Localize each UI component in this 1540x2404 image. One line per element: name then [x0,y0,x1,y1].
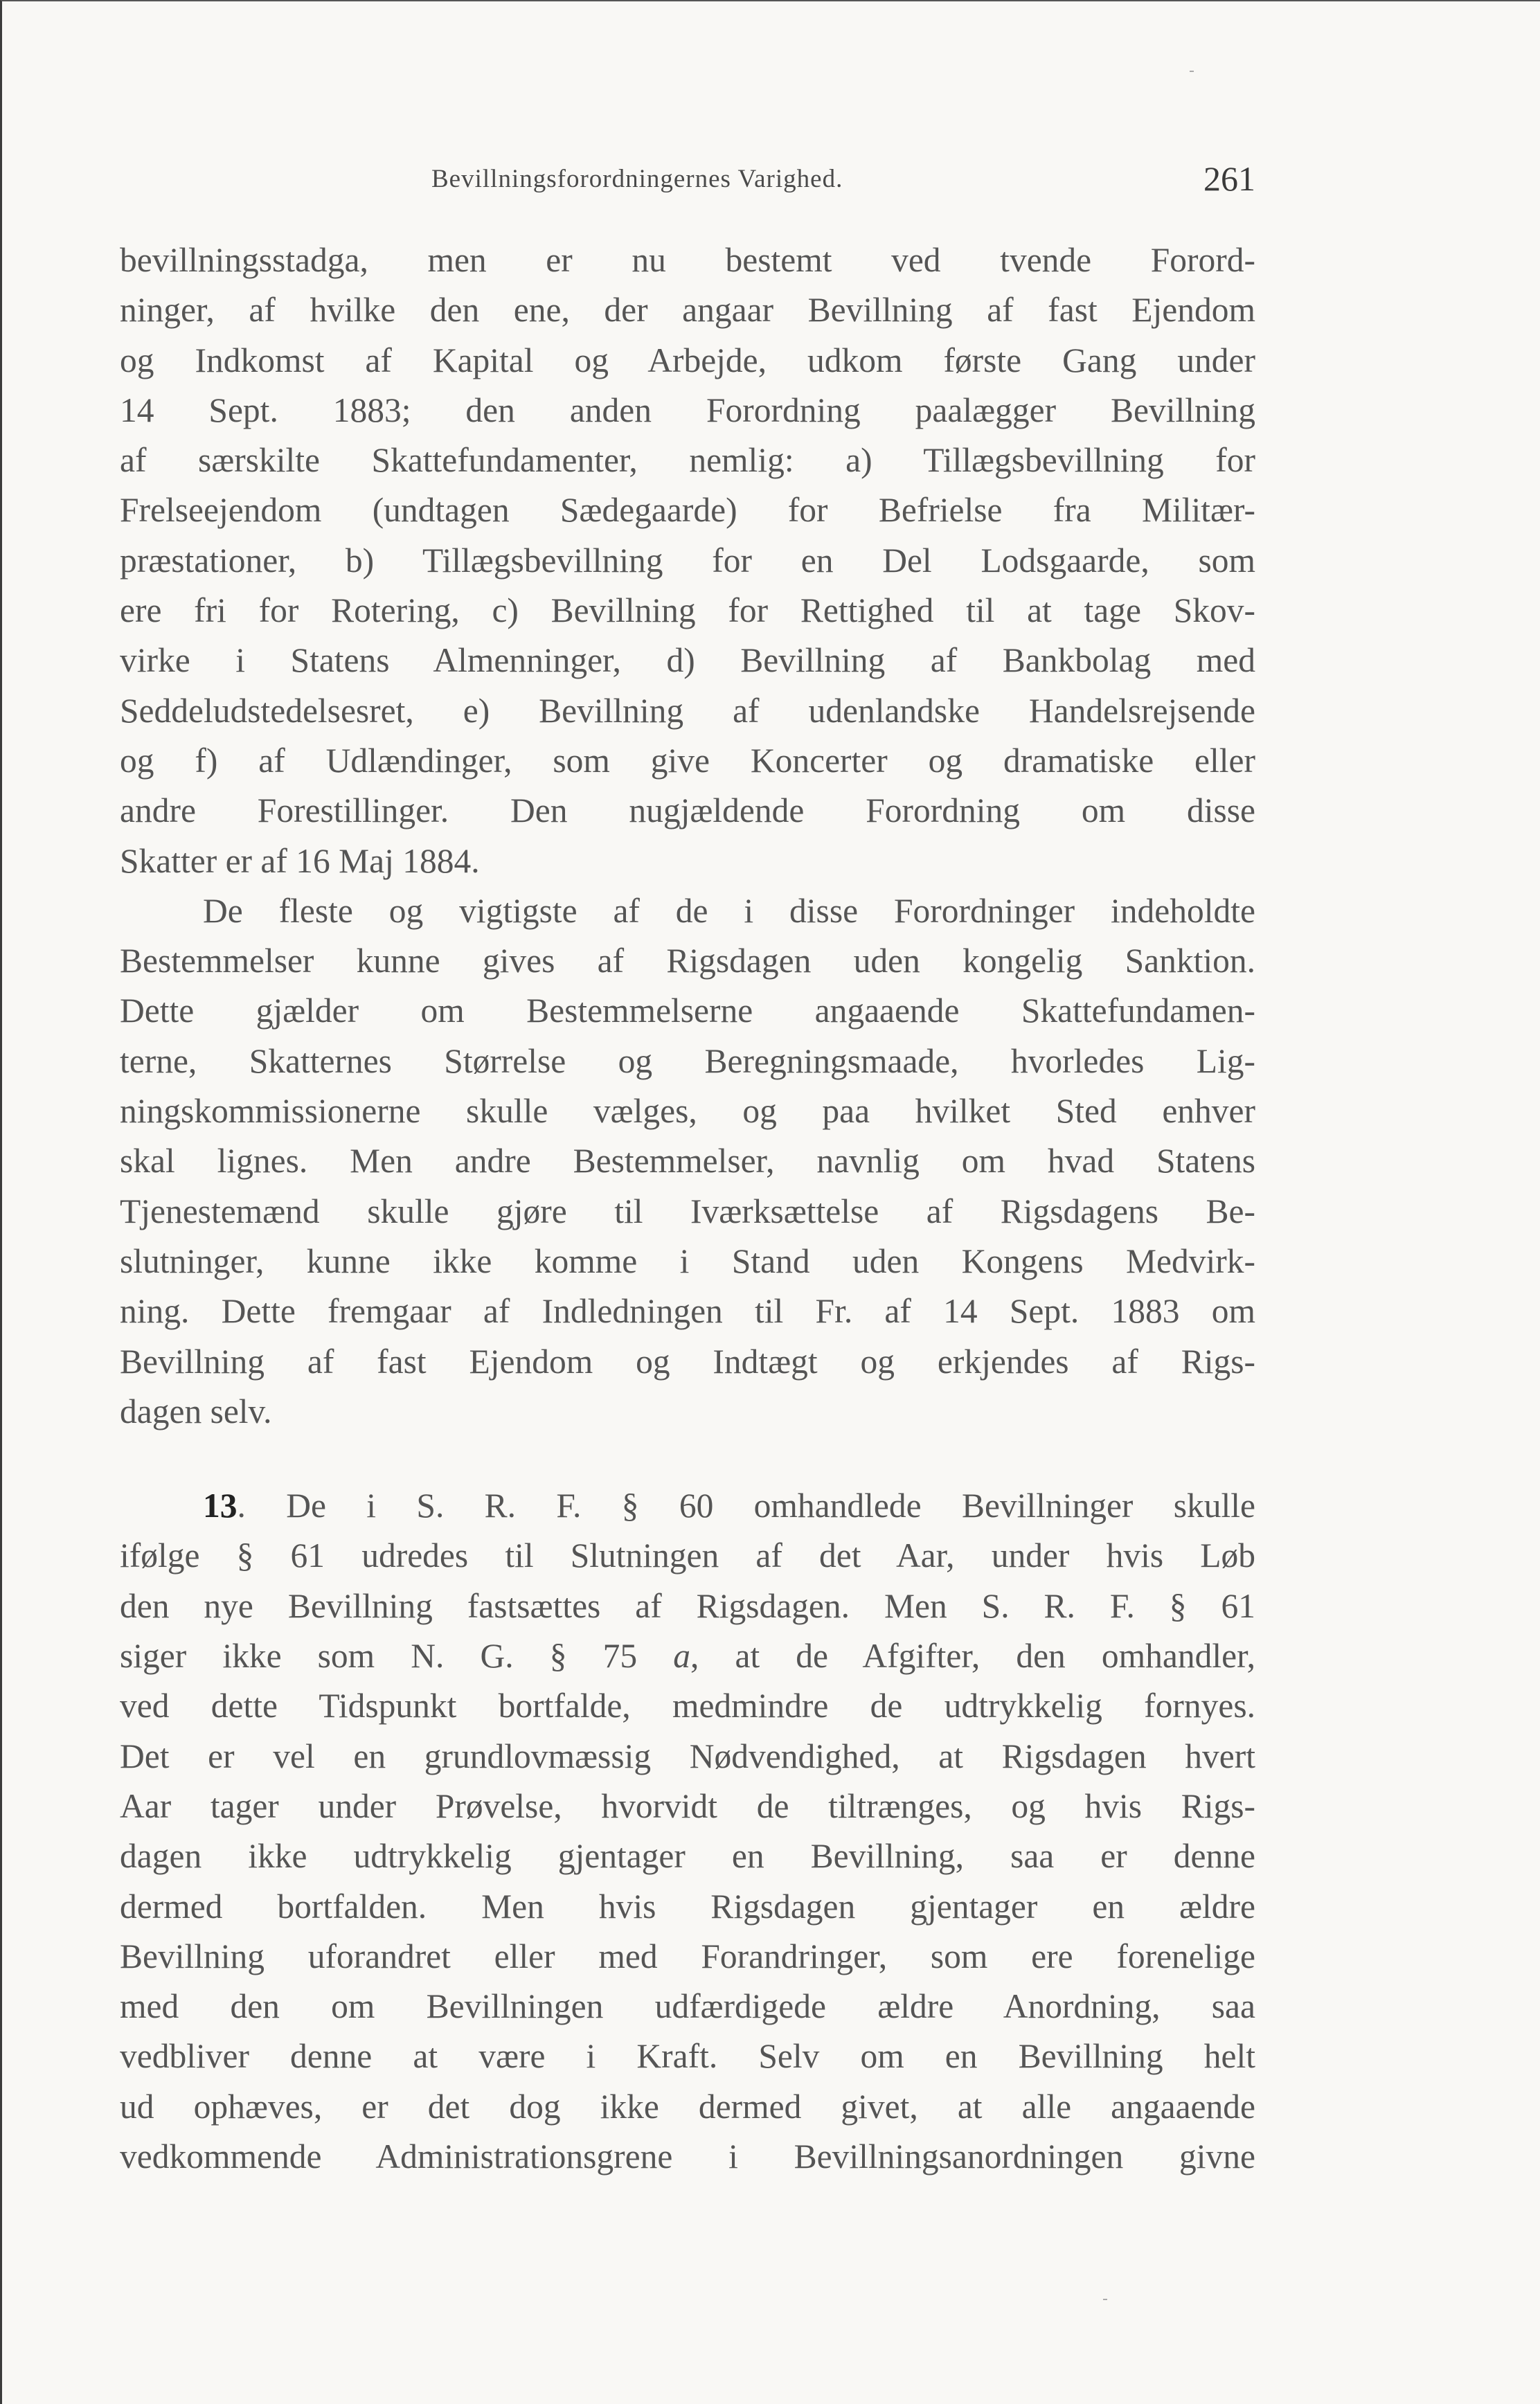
text-line: ifølge § 61 udredes til Slutningen af det Aar, under hvis Løb [120,1536,1255,1575]
text-line: af særskilte Skattefundamenter, nemlig: a) Tillægsbevillning for [120,441,1255,480]
text-line: dagen ikke udtrykkelig gjentager en Bevillning, saa er denne [120,1837,1255,1876]
section-13 [120,1481,1255,2182]
text-line: bevillningsstadga, men er nu bestemt ved tvende Forord- [120,241,1255,279]
text-line: Dette gjælder om Bestemmelserne angaaende Skattefundamen- [120,992,1255,1030]
line-text: siger ikke som N. G. § 75 [120,1637,674,1676]
section-13-lines-a [120,1531,1255,1631]
paragraph-1 [120,235,1255,886]
text-line: ninger, af hvilke den ene, der angaar Bevillning af fast Ejendom [120,291,1255,330]
body-text [120,235,1255,2182]
text-line: og f) af Udlændinger, som give Koncerter og dramatiske eller [120,741,1255,780]
text-line: 14 Sept. 1883; den anden Forordning paalægger Bevillning [120,391,1255,429]
page-header [120,157,1255,206]
section-13-line-with-italic [120,1631,1255,1681]
page-number: 261 [1203,159,1255,198]
text-line: terne, Skatternes Størrelse og Beregningsmaade, hvorledes Lig- [120,1041,1255,1080]
text-line: De fleste og vigtigste af de i disse Forordninger indeholdte [203,891,1255,930]
paragraph-2 [120,886,1255,1437]
line-text: , at de Afgifter, den omhandler, [690,1637,1255,1676]
section-gap [120,1437,1255,1481]
text-line: ved dette Tidspunkt bortfalde, medmindre de udtrykkelig fornyes. [120,1687,1255,1725]
text-line: Det er vel en grundlovmæssig Nødvendighed, at Rigsdagen hvert [120,1737,1255,1775]
text-line: Bevillning af fast Ejendom og Indtægt og erkjendes af Rigs- [120,1342,1255,1381]
section-13-lines-b [120,1681,1255,2182]
text-line: vedbliver denne at være i Kraft. Selv om en Bevillning helt [120,2037,1255,2076]
text-line: ere fri for Rotering, c) Bevillning for Rettighed til at tage Skov- [120,591,1255,630]
text-line: Frelseejendom (undtagen Sædegaarde) for Befrielse fra Militær- [120,491,1255,530]
section-13-first-line-text: . De i S. R. F. § 60 omhandlede Bevillninger skulle [237,1487,1255,1525]
text-line: Skatter er af 16 Maj 1884. [120,841,480,880]
text-line: Bevillning uforandret eller med Forandringer, som ere forenelige [120,1937,1255,1975]
text-line: skal lignes. Men andre Bestemmelser, navnlig om hvad Statens [120,1142,1255,1181]
text-line: ud ophæves, er det dog ikke dermed givet, at alle angaaende [120,2087,1255,2126]
text-line: dermed bortfalden. Men hvis Rigsdagen gjentager en ældre [120,1887,1255,1926]
text-line: dagen selv. [120,1392,272,1430]
paper-speck [1103,2299,1107,2300]
running-title: Bevillningsforordningernes Varighed. [431,165,843,193]
text-line: Tjenestemænd skulle gjøre til Iværksættelse af Rigsdagens Be- [120,1192,1255,1230]
text-line: den nye Bevillning fastsættes af Rigsdagen. Men S. R. F. § 61 [120,1586,1255,1625]
italic-letter: a [673,1637,690,1676]
text-line: slutninger, kunne ikke komme i Stand uden Kongens Medvirk- [120,1241,1255,1280]
paper-speck [1190,71,1194,72]
text-line: med den om Bevillningen udfærdigede ældre Anordning, saa [120,1987,1255,2026]
text-line: og Indkomst af Kapital og Arbejde, udkom første Gang under [120,341,1255,379]
text-line: Seddeludstedelsesret, e) Bevillning af udenlandske Handelsrejsende [120,691,1255,730]
text-line: vedkommende Administrationsgrene i Bevillningsanordningen givne [120,2137,1255,2176]
text-line: ningskommissionerne skulle vælges, og paa hvilket Sted enhver [120,1092,1255,1131]
text-line: ning. Dette fremgaar af Indledningen til Fr. af 14 Sept. 1883 om [120,1292,1255,1331]
section-13-first-line [120,1481,1255,1531]
text-line: andre Forestillinger. Den nugjældende Forordning om disse [120,791,1255,830]
text-line: virke i Statens Almenninger, d) Bevillning af Bankbolag med [120,641,1255,680]
section-number: 13 [203,1487,238,1525]
text-line: præstationer, b) Tillægsbevillning for en Del Lodsgaarde, som [120,541,1255,580]
text-line: Bestemmelser kunne gives af Rigsdagen uden kongelig Sanktion. [120,942,1255,980]
text-line: Aar tager under Prøvelse, hvorvidt de tiltrænges, og hvis Rigs- [120,1786,1255,1825]
